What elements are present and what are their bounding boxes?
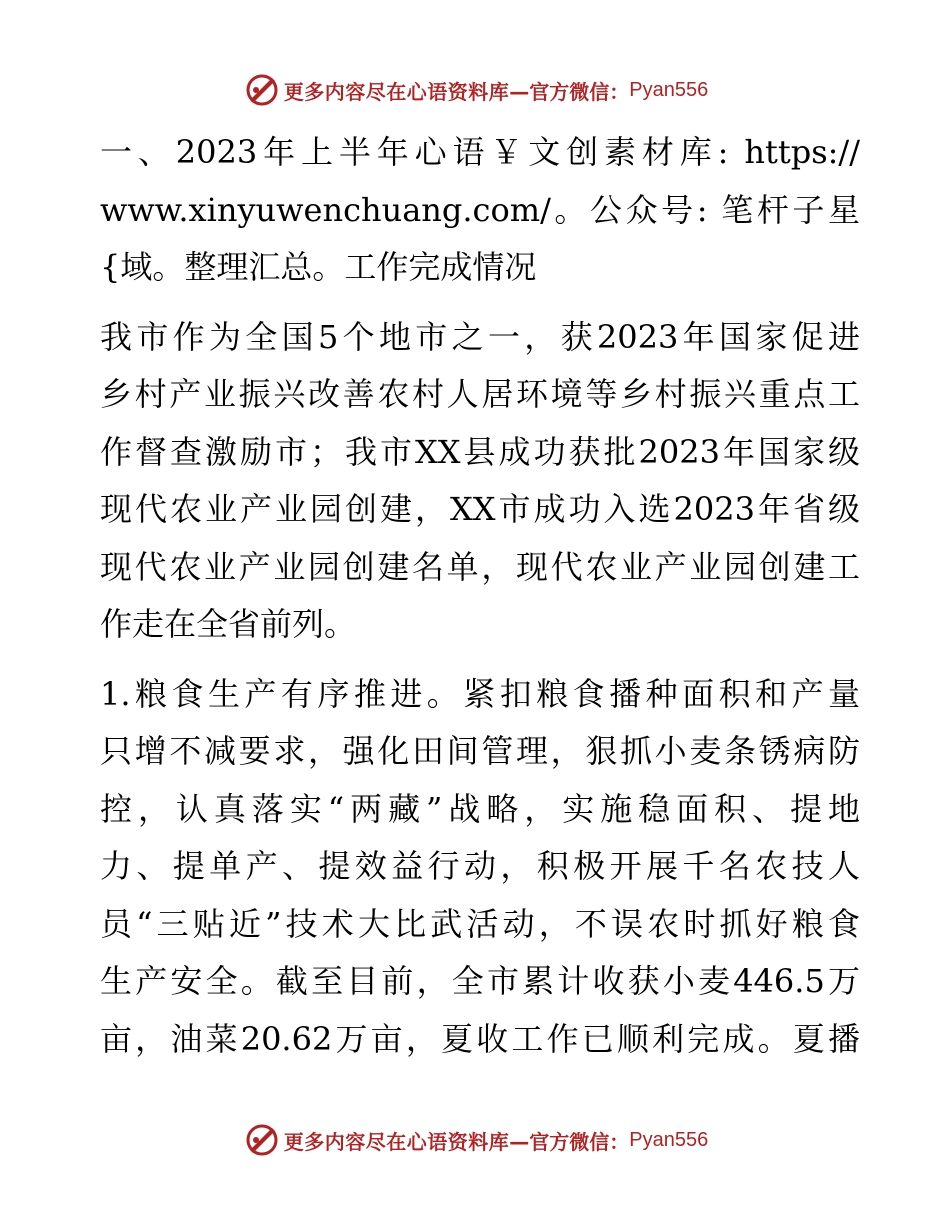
text-line: 力、提单产、提效益行动，积极开展千名农技人 (100, 847, 860, 885)
paragraph-3 (100, 666, 860, 1069)
text-line: www.xinyuwenchuang.com/。公众号: 笔杆子星 (100, 190, 860, 229)
footer-banner (0, 1120, 950, 1160)
banner-sub-text: —官方微信： (509, 1129, 630, 1154)
text-line: 生产安全。截至目前，全市累计收获小麦446.5万 (100, 962, 860, 1000)
text-line: 1.粮食生产有序推进。紧扣粮食播种面积和产量 (100, 674, 860, 713)
text-line: 只增不减要求，强化田间管理，狠抓小麦条锈病防 (100, 732, 860, 770)
text-line: 现代农业产业园创建名单，现代农业产业园创建工 (100, 547, 860, 586)
header-banner (0, 70, 950, 110)
document-body (100, 124, 860, 1068)
text-line: 我市作为全国5个地市之一，获2023年国家促进 (100, 317, 860, 356)
banner-main-text: 更多内容尽在心语资料库 (283, 79, 510, 104)
text-line: 控，认真落实“两藏”战略，实施稳面积、提地 (100, 789, 860, 828)
banner-wechat-id: Pyan556 (629, 78, 709, 101)
banner-main-text: 更多内容尽在心语资料库 (283, 1129, 510, 1154)
text-line: 作督查激励市；我市XX县成功获批2023年国家级 (100, 432, 860, 471)
text-line: {域。整理汇总。工作完成情况 (100, 248, 537, 286)
banner-wechat-id: Pyan556 (629, 1128, 709, 1151)
banner-sub-text: —官方微信： (509, 79, 630, 104)
text-line: 员“三贴近”技术大比武活动，不误农时抓好粮食 (100, 904, 860, 943)
pen-logo-icon (242, 70, 282, 110)
text-line: 亩，油菜20.62万亩，夏收工作已顺利完成。夏播 (100, 1019, 860, 1058)
text-line: 一、2023年上半年心语￥文创素材库: https:// (100, 133, 860, 171)
paragraph-2 (100, 309, 860, 654)
pen-logo-icon (242, 1120, 282, 1160)
text-line: 现代农业产业园创建，XX市成功入选2023年省级 (100, 490, 860, 528)
text-line: 乡村产业振兴改善农村人居环境等乡村振兴重点工 (100, 375, 860, 413)
paragraph-1 (100, 124, 860, 297)
text-line: 作走在全省前列。 (100, 605, 357, 643)
